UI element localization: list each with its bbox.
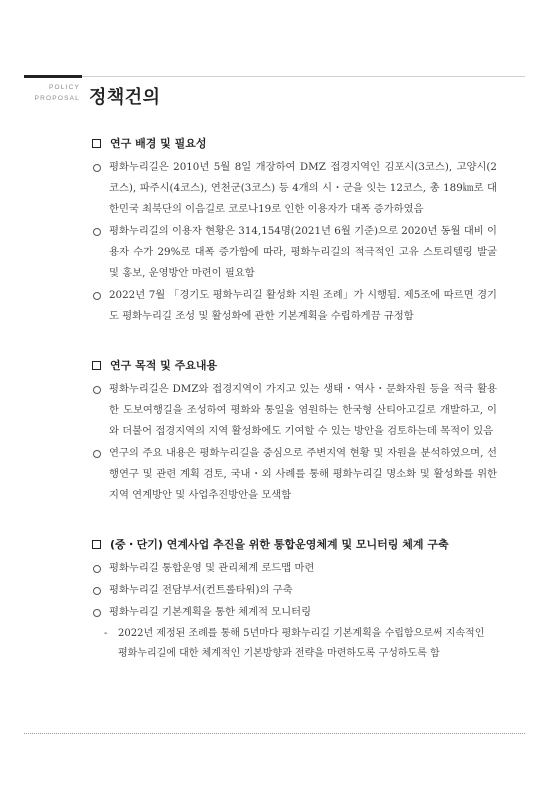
circle-bullet-icon xyxy=(93,386,101,394)
square-bullet-icon xyxy=(92,139,101,148)
list-item xyxy=(92,558,497,579)
circle-bullet-icon xyxy=(93,450,101,458)
document-body xyxy=(92,135,497,694)
list-item xyxy=(92,379,497,442)
section-heading-text: 연구 목적 및 주요내용 xyxy=(110,359,218,372)
section-heading xyxy=(92,536,497,552)
section-background xyxy=(92,135,497,327)
header-rule xyxy=(82,76,525,77)
section-heading-text: 연구 배경 및 필요성 xyxy=(110,137,207,150)
list-item xyxy=(92,602,497,623)
list-item xyxy=(92,580,497,601)
list-item-text: 평화누리길은 2010년 5월 8일 개장하여 DMZ 접경지역인 김포시(3코스), 고양시(2코스), 파주시(4코스), 연천군(3코스) 등 4개의 시・군을 잇는 12코스, 총 189㎞로 대한민국 최북단의 이음길로 코로나19로 인한 이용자가 대폭 증가하였음 xyxy=(109,161,497,215)
section-heading xyxy=(92,135,497,151)
list-item-text: 연구의 주요 내용은 평화누리길을 중심으로 주변지역 현황 및 자원을 분석하였으며, 선행연구 및 관련 계획 검토, 국내・외 사례를 통해 평화누리길 명소화 및 활성화를 위한 지역 연계방안 및 사업추진방안을 모색함 xyxy=(109,447,497,501)
header-accent-rule xyxy=(24,75,82,78)
list-item xyxy=(92,443,497,506)
header-label-proposal: PROPOSAL xyxy=(34,95,80,102)
list-item xyxy=(92,285,497,327)
list-item-text: 평화누리길은 DMZ와 접경지역이 가지고 있는 생태・역사・문화자원 등을 적극 활용한 도보여행길을 조성하여 평화와 통일을 염원하는 한국형 산티아고길로 개발하고, 이와 더불어 접경지역의 지역 활성화에도 기여할 수 있는 방안을 검토하는데 목적이 있음 xyxy=(109,383,497,437)
sub-list-item-text: 2022년 제정된 조례를 통해 5년마다 평화누리길 기본계획을 수립함으로써 지속적인 평화누리길에 대한 체계적인 기본방향과 전략을 마련하도록 구성하도록 함 xyxy=(118,628,485,659)
dash-bullet-icon: - xyxy=(104,628,108,639)
page-title: 정책건의 xyxy=(89,87,161,108)
circle-bullet-icon xyxy=(93,609,101,617)
list-item-text: 평화누리길 전담부서(컨트롤타워)의 구축 xyxy=(109,584,293,596)
list-item-text: 평화누리길 기본계획을 통한 체계적 모니터링 xyxy=(109,606,312,618)
circle-bullet-icon xyxy=(93,228,101,236)
circle-bullet-icon xyxy=(93,292,101,300)
circle-bullet-icon xyxy=(93,587,101,595)
section-heading xyxy=(92,357,497,373)
circle-bullet-icon xyxy=(93,164,101,172)
header-label xyxy=(30,82,80,104)
section-purpose xyxy=(92,357,497,506)
list-item-text: 평화누리길 통합운영 및 관리체계 로드맵 마련 xyxy=(109,562,315,574)
circle-bullet-icon xyxy=(93,565,101,573)
section-heading-text: (중・단기) 연계사업 추진을 위한 통합운영체계 및 모니터링 체계 구축 xyxy=(110,538,449,551)
list-item xyxy=(92,157,497,220)
list-item-text: 2022년 7월 「경기도 평화누리길 활성화 지원 조례」가 시행됨. 제5조에 따르면 경기도 평화누리길 조성 및 활성화에 관한 기본계획을 수립하게끔 규정함 xyxy=(109,289,497,322)
header-label-policy: POLICY xyxy=(48,84,80,91)
section-operation-system xyxy=(92,536,497,664)
square-bullet-icon xyxy=(92,361,101,370)
footer-dotted-rule xyxy=(24,733,525,734)
list-item-text: 평화누리길의 이용자 현황은 314,154명(2021년 6월 기준)으로 2020년 동월 대비 이용자 수가 29%로 대폭 증가함에 따라, 평화누리길의 적극적인 고유 스토리텔링 발굴 및 홍보, 운영방안 마련이 필요함 xyxy=(109,225,497,279)
list-item xyxy=(92,221,497,284)
sub-list-item xyxy=(104,624,497,664)
square-bullet-icon xyxy=(92,540,101,549)
